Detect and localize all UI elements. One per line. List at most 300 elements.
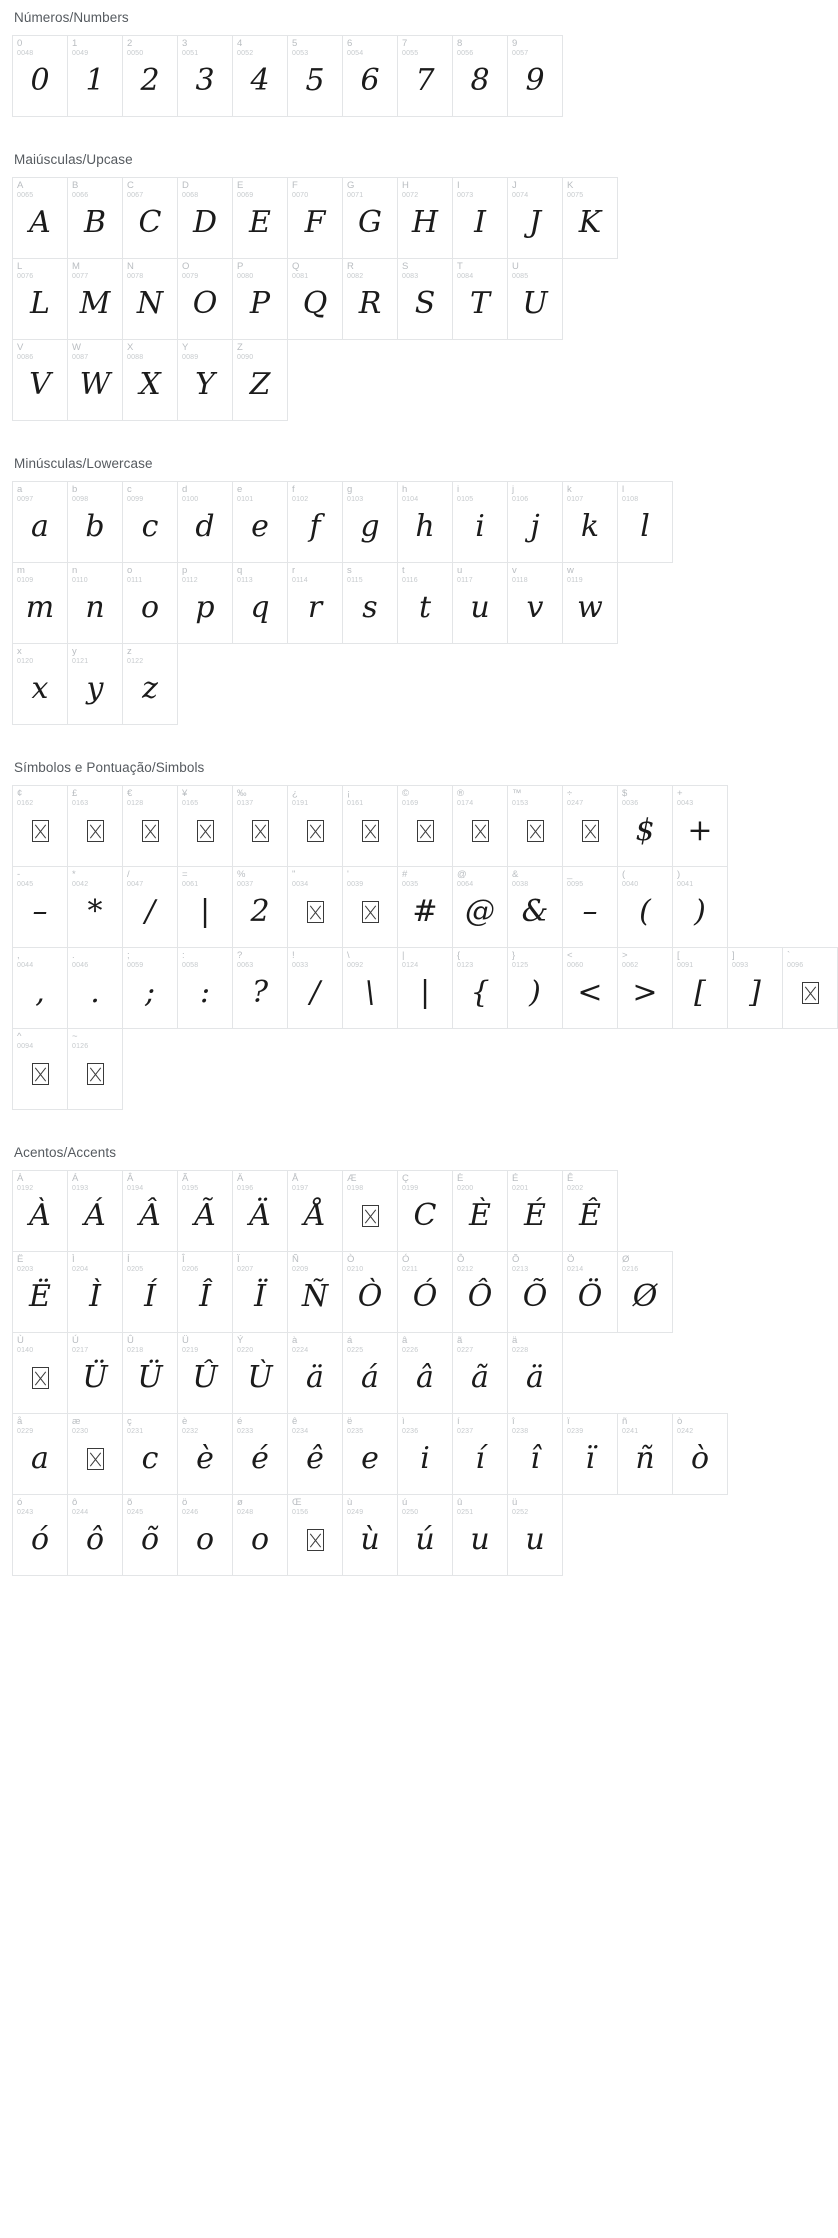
glyph-char-label: â [402, 1335, 408, 1346]
glyph-cell[interactable] [177, 1494, 233, 1576]
glyph-unicode-code: 0140 [17, 1346, 34, 1354]
glyph-cell[interactable] [507, 481, 563, 563]
glyph-render: # [412, 894, 438, 929]
glyph-render: È [469, 1198, 491, 1233]
glyph-render: q [250, 590, 270, 625]
glyph-char-label: Y [182, 342, 189, 353]
glyph-cell[interactable] [507, 258, 563, 340]
glyph-unicode-code: 0034 [292, 880, 309, 888]
glyph-cell[interactable] [232, 1413, 288, 1495]
glyph-cell[interactable] [12, 1251, 68, 1333]
glyph-cell[interactable] [397, 785, 453, 867]
glyph-unicode-code: 0218 [127, 1346, 144, 1354]
missing-glyph-icon [307, 901, 324, 923]
glyph-cell[interactable] [507, 1251, 563, 1333]
glyph-char-label: ä [512, 1335, 518, 1346]
glyph-char-label: Ó [402, 1254, 410, 1265]
glyph-unicode-code: 0096 [787, 961, 804, 969]
glyph-char-label: ç [127, 1416, 132, 1427]
glyph-cell[interactable] [342, 1494, 398, 1576]
glyph-char-label: € [127, 788, 133, 799]
glyph-cell[interactable] [177, 785, 233, 867]
glyph-char-label: } [512, 950, 516, 961]
glyph-cell[interactable] [287, 1332, 343, 1414]
glyph-cell[interactable] [342, 1413, 398, 1495]
glyph-cell[interactable] [12, 177, 68, 259]
glyph-render: ú [415, 1522, 435, 1557]
glyph-char-label: Ï [237, 1254, 240, 1265]
glyph-unicode-code: 0053 [292, 49, 309, 57]
glyph-char-label: Ç [402, 1173, 409, 1184]
glyph-row [12, 177, 661, 258]
glyph-section-numbers [0, 0, 661, 116]
glyph-cell[interactable] [452, 866, 508, 948]
glyph-cell[interactable] [232, 481, 288, 563]
missing-glyph-icon [362, 820, 379, 842]
glyph-unicode-code: 0071 [347, 191, 364, 199]
glyph-cell[interactable] [67, 1332, 123, 1414]
glyph-char-label: Û [127, 1335, 134, 1346]
glyph-cell[interactable] [397, 1332, 453, 1414]
glyph-cell[interactable] [342, 258, 398, 340]
glyph-cell[interactable] [562, 1413, 618, 1495]
glyph-row [12, 1494, 661, 1575]
glyph-unicode-code: 0216 [622, 1265, 639, 1273]
glyph-cell[interactable] [12, 1413, 68, 1495]
glyph-unicode-code: 0209 [292, 1265, 309, 1273]
glyph-char-label: ï [567, 1416, 570, 1427]
glyph-row [12, 1251, 661, 1332]
glyph-char-label: 2 [127, 38, 133, 49]
glyph-render: > [632, 975, 658, 1010]
glyph-cell[interactable] [67, 177, 123, 259]
glyph-char-label: î [512, 1416, 515, 1427]
glyph-unicode-code: 0046 [72, 961, 89, 969]
glyph-char-label: ] [732, 950, 735, 961]
glyph-cell[interactable] [507, 562, 563, 644]
glyph-cell[interactable] [67, 562, 123, 644]
glyph-cell[interactable] [287, 1413, 343, 1495]
glyph-cell[interactable] [452, 1251, 508, 1333]
glyph-cell[interactable] [452, 785, 508, 867]
glyph-cell[interactable] [232, 1332, 288, 1414]
glyph-cell[interactable] [232, 1494, 288, 1576]
glyph-cell[interactable] [452, 481, 508, 563]
glyph-unicode-code: 0245 [127, 1508, 144, 1516]
glyph-cell[interactable] [232, 1251, 288, 1333]
glyph-unicode-code: 0251 [457, 1508, 474, 1516]
glyph-unicode-code: 0236 [402, 1427, 419, 1435]
glyph-cell[interactable] [507, 35, 563, 117]
glyph-row [12, 35, 661, 116]
glyph-cell[interactable] [67, 1170, 123, 1252]
glyph-cell[interactable] [67, 947, 123, 1029]
glyph-cell[interactable] [672, 1413, 728, 1495]
glyph-char-label: w [567, 565, 574, 576]
glyph-char-label: E [237, 180, 244, 191]
glyph-unicode-code: 0068 [182, 191, 199, 199]
glyph-render: R [358, 286, 382, 321]
glyph-cell[interactable] [12, 339, 68, 421]
glyph-cell[interactable] [507, 1332, 563, 1414]
glyph-render: ) [529, 975, 541, 1010]
glyph-cell[interactable] [67, 1251, 123, 1333]
glyph-char-label: æ [72, 1416, 81, 1427]
glyph-cell[interactable] [12, 643, 68, 725]
glyph-cell[interactable] [287, 177, 343, 259]
glyph-cell[interactable] [342, 866, 398, 948]
glyph-char-label: A [17, 180, 24, 191]
glyph-cell[interactable] [177, 1170, 233, 1252]
glyph-char-label: ñ [622, 1416, 628, 1427]
glyph-cell[interactable] [67, 35, 123, 117]
glyph-cell[interactable] [562, 947, 618, 1029]
glyph-cell[interactable] [177, 1413, 233, 1495]
glyph-cell[interactable] [122, 562, 178, 644]
glyph-char-label: Ò [347, 1254, 355, 1265]
glyph-cell[interactable] [562, 866, 618, 948]
glyph-char-label: ë [347, 1416, 353, 1427]
glyph-cell[interactable] [452, 562, 508, 644]
glyph-cell[interactable] [452, 1170, 508, 1252]
glyph-unicode-code: 0077 [72, 272, 89, 280]
glyph-cell[interactable] [12, 866, 68, 948]
glyph-unicode-code: 0230 [72, 1427, 89, 1435]
glyph-char-label: À [17, 1173, 24, 1184]
glyph-render: Ô [467, 1279, 493, 1314]
glyph-cell[interactable] [287, 1494, 343, 1576]
glyph-cell[interactable] [177, 866, 233, 948]
glyph-render: í [475, 1441, 485, 1476]
glyph-char-label: £ [72, 788, 78, 799]
glyph-cell[interactable] [507, 1494, 563, 1576]
glyph-cell[interactable] [177, 177, 233, 259]
glyph-cell[interactable] [177, 35, 233, 117]
glyph-cell[interactable] [397, 947, 453, 1029]
glyph-cell[interactable] [507, 866, 563, 948]
glyph-render [783, 966, 837, 1020]
glyph-cell[interactable] [67, 1413, 123, 1495]
glyph-cell[interactable] [617, 1413, 673, 1495]
missing-glyph-icon [87, 820, 104, 842]
glyph-unicode-code: 0228 [512, 1346, 529, 1354]
glyph-unicode-code: 0214 [567, 1265, 584, 1273]
glyph-render: T [469, 286, 490, 321]
glyph-cell[interactable] [562, 177, 618, 259]
glyph-unicode-code: 0234 [292, 1427, 309, 1435]
glyph-cell[interactable] [12, 562, 68, 644]
glyph-unicode-code: 0227 [457, 1346, 474, 1354]
missing-glyph-icon [307, 820, 324, 842]
glyph-cell[interactable] [177, 339, 233, 421]
glyph-section-uppercase [0, 142, 661, 420]
glyph-cell[interactable] [232, 177, 288, 259]
glyph-render: / [309, 975, 321, 1010]
glyph-cell[interactable] [342, 785, 398, 867]
glyph-render: & [521, 894, 549, 929]
glyph-cell[interactable] [507, 785, 563, 867]
glyph-cell[interactable] [397, 562, 453, 644]
glyph-cell[interactable] [562, 1170, 618, 1252]
glyph-cell[interactable] [232, 35, 288, 117]
glyph-cell[interactable] [122, 1494, 178, 1576]
glyph-cell[interactable] [67, 339, 123, 421]
glyph-cell[interactable] [67, 481, 123, 563]
glyph-unicode-code: 0069 [237, 191, 254, 199]
glyph-unicode-code: 0235 [347, 1427, 364, 1435]
glyph-cell[interactable] [122, 339, 178, 421]
glyph-cell[interactable] [507, 1413, 563, 1495]
glyph-cell[interactable] [67, 866, 123, 948]
glyph-cell[interactable] [12, 258, 68, 340]
glyph-cell[interactable] [562, 481, 618, 563]
glyph-char-label: : [182, 950, 185, 961]
glyph-char-label: ê [292, 1416, 298, 1427]
glyph-unicode-code: 0066 [72, 191, 89, 199]
glyph-cell[interactable] [122, 1170, 178, 1252]
glyph-cell[interactable] [287, 258, 343, 340]
missing-glyph-icon [252, 820, 269, 842]
glyph-cell[interactable] [287, 947, 343, 1029]
glyph-cell[interactable] [342, 1332, 398, 1414]
glyph-char-label: 6 [347, 38, 353, 49]
glyph-cell[interactable] [672, 947, 728, 1029]
glyph-char-label: Ý [237, 1335, 244, 1346]
glyph-cell[interactable] [397, 177, 453, 259]
glyph-render: À [29, 1198, 51, 1233]
glyph-char-label: D [182, 180, 189, 191]
glyph-render: X [139, 367, 161, 402]
glyph-cell[interactable] [672, 785, 728, 867]
glyph-char-label: ¿ [292, 788, 298, 799]
glyph-char-label: 1 [72, 38, 78, 49]
glyph-cell[interactable] [12, 1494, 68, 1576]
glyph-cell[interactable] [397, 866, 453, 948]
glyph-unicode-code: 0086 [17, 353, 34, 361]
glyph-cell[interactable] [122, 1332, 178, 1414]
glyph-cell[interactable] [12, 35, 68, 117]
glyph-cell[interactable] [342, 177, 398, 259]
glyph-cell[interactable] [397, 258, 453, 340]
glyph-unicode-code: 0248 [237, 1508, 254, 1516]
glyph-cell[interactable] [12, 785, 68, 867]
glyph-cell[interactable] [232, 785, 288, 867]
glyph-cell[interactable] [727, 947, 783, 1029]
glyph-cell[interactable] [177, 481, 233, 563]
glyph-render: Â [139, 1198, 161, 1233]
glyph-row [12, 643, 661, 724]
glyph-char-label: u [457, 565, 463, 576]
glyph-unicode-code: 0057 [512, 49, 529, 57]
glyph-cell[interactable] [507, 177, 563, 259]
glyph-unicode-code: 0075 [567, 191, 584, 199]
glyph-cell[interactable] [177, 258, 233, 340]
glyph-char-label: Å [292, 1173, 299, 1184]
glyph-cell[interactable] [452, 947, 508, 1029]
glyph-cell[interactable] [67, 1028, 123, 1110]
glyph-cell[interactable] [617, 866, 673, 948]
glyph-cell[interactable] [452, 1413, 508, 1495]
glyph-cell[interactable] [67, 643, 123, 725]
glyph-char-label: © [402, 788, 409, 799]
glyph-cell[interactable] [122, 947, 178, 1029]
glyph-render: U [522, 286, 548, 321]
glyph-unicode-code: 0065 [17, 191, 34, 199]
glyph-cell[interactable] [232, 562, 288, 644]
glyph-cell[interactable] [232, 947, 288, 1029]
glyph-unicode-code: 0128 [127, 799, 144, 807]
glyph-unicode-code: 0174 [457, 799, 474, 807]
glyph-cell[interactable] [287, 1170, 343, 1252]
glyph-render: f [309, 509, 321, 544]
glyph-cell[interactable] [397, 1494, 453, 1576]
glyph-cell[interactable] [122, 177, 178, 259]
glyph-cell[interactable] [397, 481, 453, 563]
glyph-cell[interactable] [672, 866, 728, 948]
missing-glyph-icon [32, 820, 49, 842]
glyph-unicode-code: 0207 [237, 1265, 254, 1273]
glyph-cell[interactable] [397, 1170, 453, 1252]
glyph-cell[interactable] [67, 258, 123, 340]
glyph-unicode-code: 0238 [512, 1427, 529, 1435]
glyph-render: 9 [525, 63, 545, 98]
glyph-cell[interactable] [287, 866, 343, 948]
glyph-row [12, 258, 661, 339]
glyph-render: \ [364, 975, 376, 1010]
glyph-cell[interactable] [452, 1494, 508, 1576]
glyph-char-label: @ [457, 869, 467, 880]
glyph-cell[interactable] [342, 1251, 398, 1333]
glyph-render: < [577, 975, 603, 1010]
glyph-cell[interactable] [397, 1251, 453, 1333]
glyph-cell[interactable] [342, 947, 398, 1029]
glyph-cell[interactable] [507, 1170, 563, 1252]
glyph-render: : [199, 975, 211, 1010]
glyph-render: a [31, 1441, 49, 1476]
glyph-unicode-code: 0063 [237, 961, 254, 969]
glyph-render: ó [30, 1522, 50, 1557]
glyph-unicode-code: 0195 [182, 1184, 199, 1192]
glyph-cell[interactable] [562, 562, 618, 644]
glyph-render: S [414, 286, 436, 321]
glyph-cell[interactable] [452, 258, 508, 340]
glyph-cell[interactable] [617, 785, 673, 867]
glyph-cell[interactable] [287, 1251, 343, 1333]
glyph-cell[interactable] [122, 785, 178, 867]
glyph-cell[interactable] [122, 35, 178, 117]
glyph-cell[interactable] [177, 1251, 233, 1333]
glyph-cell[interactable] [617, 481, 673, 563]
glyph-cell[interactable] [397, 35, 453, 117]
glyph-char-label: 3 [182, 38, 188, 49]
glyph-render: Ò [357, 1279, 383, 1314]
glyph-cell[interactable] [12, 1332, 68, 1414]
glyph-cell[interactable] [122, 258, 178, 340]
glyph-render: Õ [522, 1279, 548, 1314]
glyph-cell[interactable] [617, 947, 673, 1029]
glyph-cell[interactable] [122, 643, 178, 725]
glyph-row [12, 562, 661, 643]
glyph-cell[interactable] [617, 1251, 673, 1333]
glyph-render: H [411, 205, 439, 240]
glyph-cell[interactable] [452, 35, 508, 117]
glyph-char-label: ( [622, 869, 626, 880]
glyph-char-label: Ø [622, 1254, 630, 1265]
glyph-cell[interactable] [562, 785, 618, 867]
glyph-render: V [29, 367, 51, 402]
glyph-cell[interactable] [342, 562, 398, 644]
glyph-char-label: I [457, 180, 460, 191]
glyph-cell[interactable] [232, 258, 288, 340]
glyph-cell[interactable] [342, 481, 398, 563]
glyph-cell[interactable] [232, 339, 288, 421]
glyph-char-label: ¥ [182, 788, 188, 799]
glyph-cell[interactable] [452, 1332, 508, 1414]
missing-glyph-icon [197, 820, 214, 842]
glyph-char-label: J [512, 180, 517, 191]
glyph-cell[interactable] [122, 481, 178, 563]
glyph-cell[interactable] [67, 785, 123, 867]
glyph-cell[interactable] [287, 785, 343, 867]
glyph-cell[interactable] [12, 1170, 68, 1252]
missing-glyph-icon [32, 1367, 49, 1389]
glyph-cell[interactable] [562, 1251, 618, 1333]
glyph-unicode-code: 0243 [17, 1508, 34, 1516]
glyph-cell[interactable] [287, 35, 343, 117]
glyph-unicode-code: 0110 [72, 576, 88, 584]
glyph-cell[interactable] [232, 866, 288, 948]
glyph-render: Ä [249, 1198, 271, 1233]
glyph-render: c [141, 509, 159, 544]
glyph-cell[interactable] [507, 947, 563, 1029]
glyph-char-label: N [127, 261, 134, 272]
glyph-cell[interactable] [177, 562, 233, 644]
glyph-char-label: T [457, 261, 463, 272]
glyph-cell[interactable] [67, 1494, 123, 1576]
glyph-char-label: g [347, 484, 353, 495]
glyph-cell[interactable] [12, 947, 68, 1029]
glyph-row [12, 785, 713, 866]
section-title: Minúsculas/Lowercase [14, 456, 153, 471]
glyph-cell[interactable] [177, 1332, 233, 1414]
glyph-cell[interactable] [397, 1413, 453, 1495]
glyph-unicode-code: 0116 [402, 576, 418, 584]
glyph-char-label: ã [457, 1335, 463, 1346]
glyph-cell[interactable] [122, 866, 178, 948]
glyph-unicode-code: 0246 [182, 1508, 199, 1516]
glyph-cell[interactable] [342, 1170, 398, 1252]
glyph-char-label: Œ [292, 1497, 302, 1508]
glyph-cell[interactable] [782, 947, 838, 1029]
glyph-char-label: H [402, 180, 409, 191]
glyph-cell[interactable] [12, 1028, 68, 1110]
glyph-cell[interactable] [452, 177, 508, 259]
glyph-unicode-code: 0114 [292, 576, 308, 584]
glyph-cell[interactable] [342, 35, 398, 117]
glyph-cell[interactable] [12, 481, 68, 563]
glyph-cell[interactable] [122, 1251, 178, 1333]
glyph-unicode-code: 0217 [72, 1346, 89, 1354]
glyph-cell[interactable] [122, 1413, 178, 1495]
glyph-render: D [192, 205, 218, 240]
glyph-cell[interactable] [177, 947, 233, 1029]
glyph-char-label: Q [292, 261, 300, 272]
glyph-cell[interactable] [287, 562, 343, 644]
glyph-render [288, 885, 342, 939]
glyph-render: | [199, 894, 211, 929]
glyph-cell[interactable] [232, 1170, 288, 1252]
glyph-cell[interactable] [287, 481, 343, 563]
